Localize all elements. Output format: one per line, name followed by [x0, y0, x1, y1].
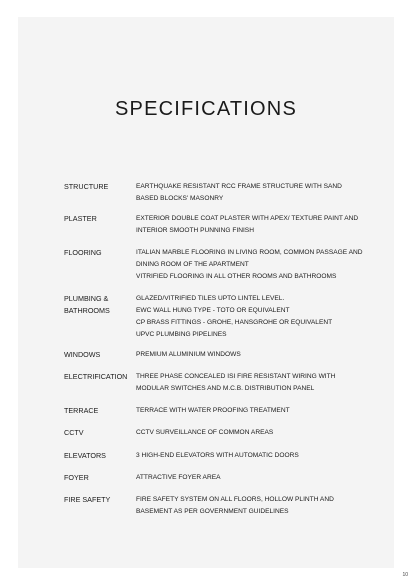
- page-number: 10: [402, 572, 408, 578]
- spec-values: [136, 450, 374, 462]
- spec-label: ELEVATORS: [64, 451, 106, 460]
- spec-line: VITRIFIED FLOORING IN ALL OTHER ROOMS AND BATHROOMS: [136, 273, 337, 280]
- spec-label-line: PLUMBING &: [64, 294, 109, 303]
- spec-row-elevators: [64, 450, 374, 462]
- spec-values: [136, 181, 374, 205]
- spec-values: [136, 247, 374, 283]
- spec-values: [136, 405, 374, 417]
- spec-row-terrace: [64, 405, 374, 417]
- spec-row-cctv: [64, 427, 374, 439]
- spec-line: FIRE SAFETY SYSTEM ON ALL FLOORS, HOLLOW PLINTH AND: [136, 496, 334, 503]
- spec-line: CP BRASS FITTINGS - GROHE, HANSGROHE OR EQUIVALENT: [136, 319, 333, 326]
- spec-label: FOYER: [64, 473, 89, 482]
- spec-values: [136, 293, 374, 341]
- spec-label: ELECTRIFICATION: [64, 372, 128, 381]
- spec-values: [136, 494, 374, 518]
- page-title: SPECIFICATIONS: [114, 98, 297, 120]
- spec-row-structure: [64, 181, 374, 205]
- spec-values: [136, 472, 374, 484]
- spec-line: ATTRACTIVE FOYER AREA: [136, 474, 221, 481]
- spec-line: UPVC PLUMBING PIPELINES: [136, 331, 227, 338]
- spec-line: GLAZED/VITRIFIED TILES UPTO LINTEL LEVEL.: [136, 295, 285, 302]
- spec-label: TERRACE: [64, 406, 99, 415]
- spec-values: [136, 349, 374, 361]
- spec-label: FIRE SAFETY: [64, 495, 111, 504]
- spec-row-windows: [64, 349, 374, 361]
- spec-values: [136, 371, 374, 395]
- spec-label: FLOORING: [64, 248, 102, 257]
- spec-line: BASEMENT AS PER GOVERNMENT GUIDELINES: [136, 508, 289, 515]
- spec-line: ITALIAN MARBLE FLOORING IN LIVING ROOM, COMMON PASSAGE AND: [136, 249, 363, 256]
- spec-row-electrification: [64, 371, 374, 395]
- spec-line: EWC WALL HUNG TYPE - TOTO OR EQUIVALENT: [136, 307, 290, 314]
- spec-row-plaster: [64, 213, 374, 237]
- spec-label: STRUCTURE: [64, 182, 109, 191]
- spec-line: PREMIUM ALUMINIUM WINDOWS: [136, 351, 241, 358]
- spec-line: INTERIOR SMOOTH PUNNING FINISH: [136, 227, 254, 234]
- spec-values: [136, 427, 374, 439]
- spec-line: MODULAR SWITCHES AND M.C.B. DISTRIBUTION PANEL: [136, 385, 315, 392]
- spec-line: TERRACE WITH WATER PROOFING TREATMENT: [136, 407, 290, 414]
- spec-row-plumbing-bathrooms: [64, 293, 374, 341]
- spec-row-fire-safety: [64, 494, 374, 518]
- spec-line: THREE PHASE CONCEALED ISI FIRE RESISTANT WIRING WITH: [136, 373, 336, 380]
- spec-line: BASED BLOCKS' MASONRY: [136, 195, 224, 202]
- spec-label: CCTV: [64, 428, 84, 437]
- spec-line: 3 HIGH-END ELEVATORS WITH AUTOMATIC DOORS: [136, 452, 299, 459]
- spec-line: EXTERIOR DOUBLE COAT PLASTER WITH APEX/ TEXTURE PAINT AND: [136, 215, 359, 222]
- spec-label: WINDOWS: [64, 350, 101, 359]
- spec-line: DINING ROOM OF THE APARTMENT: [136, 261, 249, 268]
- spec-row-foyer: [64, 472, 374, 484]
- spec-label: [64, 293, 136, 341]
- spec-label: PLASTER: [64, 214, 97, 223]
- spec-line: CCTV SURVEILLANCE OF COMMON AREAS: [136, 429, 274, 436]
- document-page: [18, 17, 394, 568]
- spec-row-flooring: [64, 247, 374, 283]
- spec-values: [136, 213, 374, 237]
- spec-line: EARTHQUAKE RESISTANT RCC FRAME STRUCTURE WITH SAND: [136, 183, 342, 190]
- spec-label-line: BATHROOMS: [64, 306, 110, 315]
